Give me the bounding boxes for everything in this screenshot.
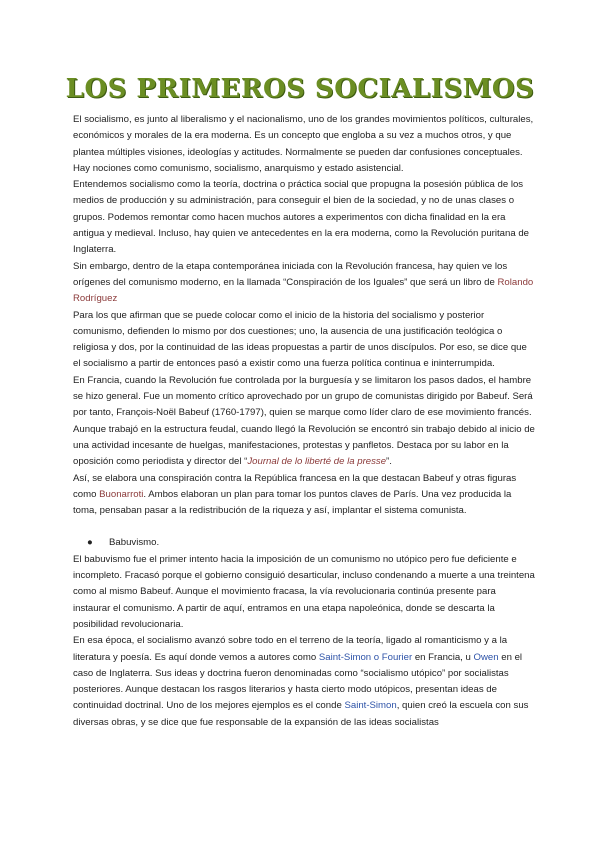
paragraph-8 [73, 633, 535, 731]
paragraph-3-text: Sin embargo, dentro de la etapa contemporánea iniciada con la Revolución francesa, hay quien ve los orígenes del comunismo moderno, en la llamada “Conspiración de los Iguales” que será un libro de [73, 260, 508, 288]
saint-simon-link[interactable]: Saint-Simon [344, 700, 397, 712]
journal-link[interactable]: Journal de lo liberté de la presse [247, 456, 387, 468]
page-title: LOS PRIMEROS SOCIALISMOS [65, 74, 535, 104]
bullet-icon: ● [87, 537, 93, 549]
paragraph-5 [73, 373, 535, 471]
saint-simon-fourier-link[interactable]: Saint-Simon o Fourier [318, 651, 413, 663]
paragraph-1: El socialismo, es junto al liberalismo y el nacionalismo, uno de los grandes movimientos políticos, culturales, económicos y morales de la era moderna. Es un concepto que engloba a su vez a muchos otros, y que plantea múltiples visiones, ideologías y actitudes. Normalmente se pueden dar confusiones conceptuales. Hay nociones como comunismo, socialismo, anarquismo y estado asistencial. [73, 114, 534, 174]
spacer [73, 519, 535, 535]
document-body [73, 112, 535, 731]
paragraph-2: Entendemos socialismo como la teoría, doctrina o práctica social que propugna la posesión pública de los medios de producción y su administración, para conseguir el bien de la sociedad, y no de unas clases o grupos. Podemos remontar como hacen muchos autores a experimentos con dicha finalidad en la era antigua y medieval. Incluso, hay quien ve antecedentes en la era moderna, como la Revolución puritana de Inglaterra. [73, 179, 529, 256]
paragraph-8-text-d: , quien creó la escuela con sus diversas obras, y se dice que fue responsable de la expansión de las ideas socialistas [73, 700, 529, 728]
paragraph-3 [73, 259, 535, 308]
paragraph-6-text-b: . Ambos elaboran un plan para tomar los puntos claves de París. Una vez producida la toma, pensaban pasar a la redistribución de la riqueza y así, implantar el sistema comunista. [73, 488, 512, 517]
paragraph-8-text-b: en Francia, u [412, 651, 474, 663]
bullet-end: . [156, 537, 160, 549]
bullet-label: Babuvismo [109, 537, 157, 549]
bullet-babuvismo [73, 535, 535, 551]
paragraph-6-text-a: Así, se elabora una conspiración contra la República francesa en la que destacan Babeuf y otras figuras como [73, 472, 517, 500]
paragraph-5-text: En Francia, cuando la Revolución fue controlada por la burguesía y se limitaron los pasos dados, el hambre se hizo general. Fue un momento crítico aprovechado por un grupo de comunistas dirigido por Babeuf. Será por tanto, François-Noël Babeuf (1760-1797), quien se marque como líder claro de ese movimiento francés. Aunque trabajó en la estructura feudal, cuando llegó la Revolución se encontró sin trabajo debido al inicio de una actividad incesante de huelgas, manifestaciones, protestas y panfletos. Destaca por su labor en la oposición como periodista y director del “ [73, 374, 535, 468]
paragraph-7: El babuvismo fue el primer intento hacia la imposición de un comunismo no utópico pero fue deficiente e incompleto. Fracasó porque el gobierno consiguió desarticular, incluso condenando a muerte a una treintena como al mismo Babeuf. Aunque el movimiento fracasa, la vía revolucionaria continúa presente para instaurar el comunismo. A partir de aquí, entramos en una etapa napoleónica, donde se descarta la posibilidad revolucionaria. [73, 553, 535, 630]
owen-link[interactable]: Owen [473, 651, 499, 663]
paragraph-5-end: ”. [386, 456, 392, 468]
rolando-rodriguez-link[interactable]: Rolando Rodríguez [73, 276, 534, 305]
paragraph-4: Para los que afirman que se puede colocar como el inicio de la historia del socialismo y posterior comunismo, defienden lo mismo por dos cuestiones; uno, la ausencia de una justificación teológica o religiosa y dos, por la continuidad de las ideas propuestas a partir de unos discípulos. Por eso, se dice que el socialismo a partir de entonces pasó a existir como una fuerza política continua e ininterrumpida. [73, 309, 527, 370]
paragraph-8-text-c: en el caso de Inglaterra. Sus ideas y doctrina fueron denominadas como “socialismo utópico” por socialistas posteriores. Aunque destacan los rasgos literarios y hasta cierto modo utópicos, presentan ideas de continuidad doctrinal. Uno de los mejores ejemplos es el conde [73, 651, 523, 712]
paragraph-6 [73, 471, 535, 520]
paragraph-8-text-a: En esa época, el socialismo avanzó sobre todo en el terreno de la teoría, ligado al romanticismo y a la literatura y poesía. Es aquí donde vemos a autores como [73, 635, 508, 663]
buonarroti-link[interactable]: Buonarroti [99, 488, 144, 500]
